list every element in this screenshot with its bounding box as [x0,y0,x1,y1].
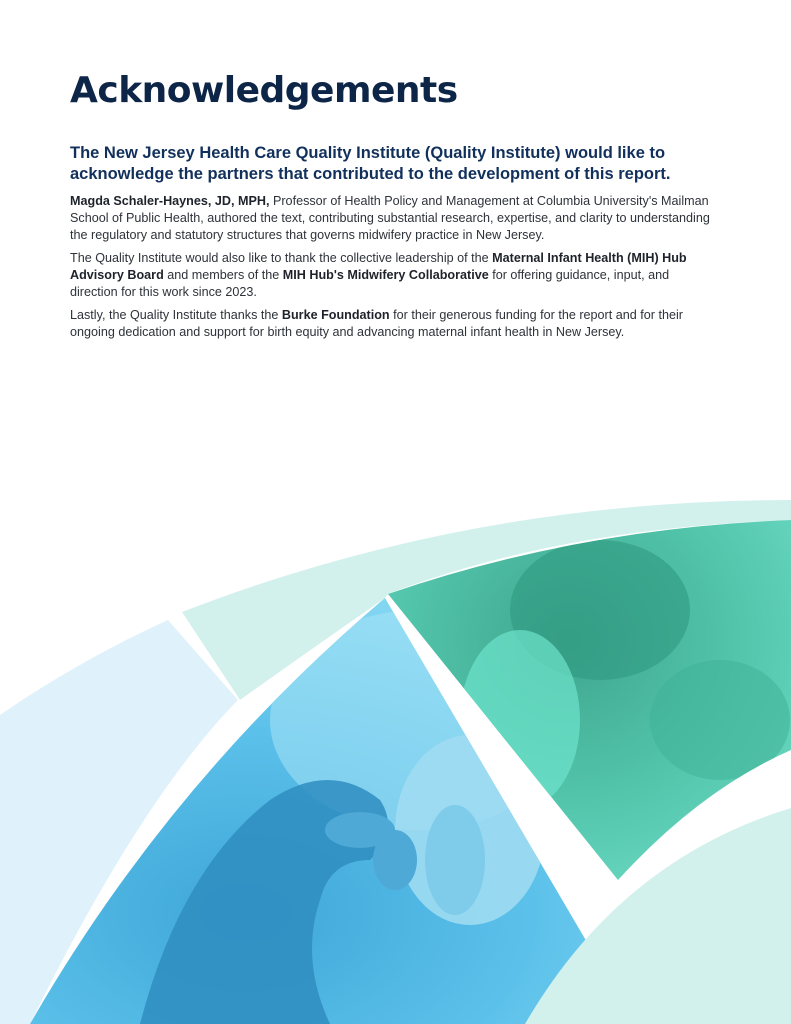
funder-name: Burke Foundation [281,308,390,322]
midwifery-collaborative-name: MIH Hub's Midwifery Collaborative [282,268,489,283]
page-title: Acknowledgements [70,70,458,111]
author-description: Professor of Health Policy and Management at Columbia University's Mailman School of Public Health, authored the text, contributing substantial research, expertise, and clarity to understanding the regulatory and statutory structures that governs midwifery practice in New Jersey. [70,194,710,243]
author-name: Magda Schaler-Haynes, JD, MPH, [70,194,270,208]
advisory-board-name: Maternal Infant Health (MIH) Hub Advisory Board [70,251,687,283]
leadership-text-3: for offering guidance, input, and direction for this work since 2023. [70,268,670,300]
leadership-text-1: The Quality Institute would also like to thank the collective leadership of the [70,251,493,265]
funding-text-2: for their generous funding for the report and for their ongoing dedication and support for birth equity and advancing maternal infant health in New Jersey. [70,308,683,340]
lead-paragraph: The New Jersey Health Care Quality Institute (Quality Institute) would like to acknowledge the partners that contributed to the development of this report. [70,144,671,183]
funding-text-1: Lastly, the Quality Institute thanks the [70,308,282,322]
leadership-text-2: and members of the [163,268,283,283]
